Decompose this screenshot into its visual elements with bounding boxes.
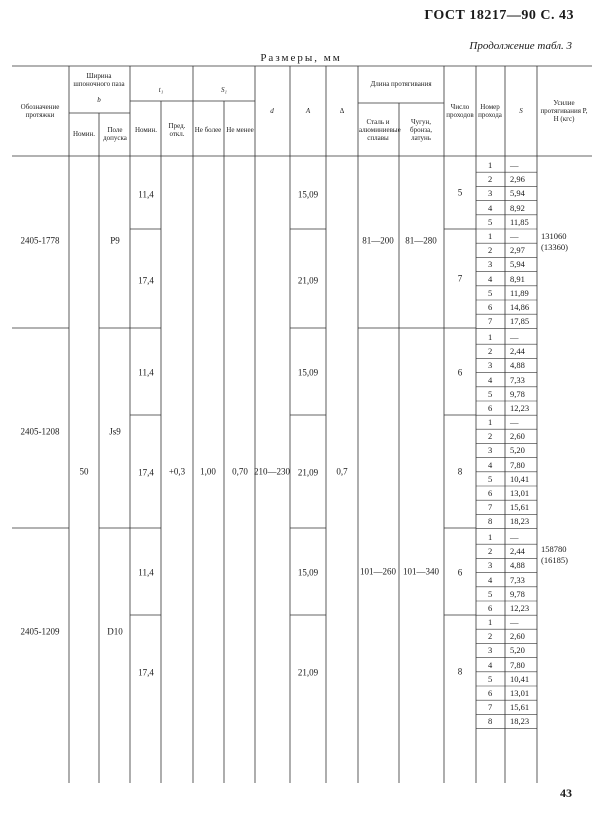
s-value: 2,97 — [510, 245, 525, 256]
s-value: — — [510, 160, 519, 170]
pass-number: 7 — [488, 502, 493, 513]
passes-2b: 8 — [457, 466, 463, 477]
pass-number: 1 — [488, 231, 493, 241]
s-value: 7,80 — [510, 659, 525, 670]
pass-number: 8 — [488, 516, 493, 527]
pass-number: 5 — [488, 287, 493, 298]
s-value: 13,01 — [510, 488, 530, 498]
t1-3b: 17,4 — [138, 667, 154, 678]
nominal-b: 50 — [79, 466, 89, 477]
s-value: — — [510, 417, 519, 427]
s-value: 9,78 — [510, 388, 525, 399]
pass-number: 2 — [488, 174, 493, 185]
pass-number: 2 — [488, 431, 493, 442]
passes-1b: 7 — [457, 273, 463, 284]
steel-len-1: 81—200 — [362, 235, 394, 246]
pass-number: 1 — [488, 617, 493, 627]
force-2-kgf: (16185) — [541, 555, 568, 565]
col-tolerance-field: Поле допуска — [103, 126, 127, 142]
pass-number: 7 — [488, 702, 493, 713]
pass-number: 3 — [488, 360, 493, 371]
pass-number: 3 — [488, 259, 493, 270]
a-2a: 15,09 — [297, 367, 319, 378]
designation-3: 2405-1209 — [20, 626, 60, 637]
pass-number: 4 — [488, 574, 493, 585]
designation-2: 2405-1208 — [20, 426, 60, 437]
pass-number: 5 — [488, 388, 493, 399]
col-d: d — [270, 107, 274, 115]
pass-number: 3 — [488, 188, 493, 199]
s-value: 12,23 — [510, 603, 530, 613]
s-value: — — [510, 617, 519, 627]
pass-number: 6 — [488, 302, 493, 312]
s-value: 15,61 — [510, 702, 530, 713]
col-t1-deviation: Пред. откл. — [168, 122, 186, 138]
col-pass-number: Номер прохода — [478, 103, 502, 119]
pass-number: 8 — [488, 716, 493, 727]
col-s1: S₁ — [221, 86, 227, 94]
col-t1-nominal: Номин. — [134, 126, 158, 134]
pass-number: 6 — [488, 688, 493, 698]
passes-1a: 5 — [457, 187, 463, 198]
a-3b: 21,09 — [297, 667, 319, 678]
t1-deviation: +0,3 — [168, 466, 186, 477]
force-1-kgf: (13360) — [541, 242, 568, 252]
pass-number: 3 — [488, 645, 493, 656]
s-value: 5,20 — [510, 645, 525, 656]
s-value: 11,85 — [510, 216, 529, 227]
col-steel: Сталь и алюминиевые сплавы — [359, 118, 401, 142]
pass-number: 2 — [488, 346, 493, 357]
sizes-title: Размеры, мм — [260, 52, 342, 64]
col-s1-max: Не более — [194, 126, 222, 134]
s-value: 14,86 — [510, 302, 530, 312]
s-value: 2,60 — [510, 631, 525, 642]
s-value: 9,78 — [510, 588, 525, 599]
pass-number: 5 — [488, 673, 493, 684]
s1-max-value: 1,00 — [200, 466, 216, 477]
pass-number: 7 — [488, 316, 493, 327]
s-value: 10,41 — [510, 673, 530, 684]
s-value: 15,61 — [510, 502, 530, 513]
col-nominal: Номин. — [72, 130, 96, 138]
tolerance-1: P9 — [110, 235, 120, 246]
s-value: 12,23 — [510, 403, 530, 413]
pass-number: 4 — [488, 273, 493, 284]
col-cast-iron: Чугун, бронза, латунь — [410, 118, 432, 142]
pass-number: 4 — [488, 659, 493, 670]
continuation-label: Продолжение табл. 3 — [469, 40, 572, 52]
pass-number: 6 — [488, 488, 493, 498]
col-designation: Обозначение протяжки — [20, 103, 60, 119]
s-value: 10,41 — [510, 473, 530, 484]
col-delta: Δ — [339, 107, 345, 115]
s-value: 8,91 — [510, 273, 525, 284]
a-3a: 15,09 — [297, 567, 319, 578]
passes-3b: 8 — [457, 666, 463, 677]
s-value: 2,44 — [510, 346, 525, 357]
col-b: b — [97, 96, 101, 104]
s-value: 2,96 — [510, 174, 525, 185]
s-value: 5,94 — [510, 259, 525, 270]
s-value: 11,89 — [510, 287, 529, 298]
s-value: 18,23 — [510, 516, 530, 527]
s-value: — — [510, 332, 519, 342]
pass-number: 1 — [488, 417, 493, 427]
s-value: 17,85 — [510, 316, 530, 327]
page-number: 43 — [560, 786, 572, 800]
col-length: Длина протягивания — [370, 80, 432, 88]
pass-number: 5 — [488, 216, 493, 227]
tolerance-3: D10 — [107, 626, 123, 637]
s-value: 8,92 — [510, 202, 525, 213]
d-range: 210—230 — [254, 466, 290, 477]
pass-number: 1 — [488, 332, 493, 342]
col-force: Усилие протягивания P, Н (кгс) — [540, 99, 588, 123]
tolerance-2: Js9 — [109, 426, 121, 437]
cast-len-shared: 101—340 — [403, 566, 439, 577]
pass-number: 6 — [488, 603, 493, 613]
t1-2a: 11,4 — [138, 367, 154, 378]
s-value: 7,80 — [510, 459, 525, 470]
t1-1b: 17,4 — [138, 275, 154, 286]
pass-number: 4 — [488, 374, 493, 385]
pass-number: 2 — [488, 546, 493, 557]
s-value: 5,94 — [510, 188, 525, 199]
s-value: 2,44 — [510, 546, 525, 557]
force-1-value: 131060 — [541, 231, 567, 241]
steel-len-shared: 101—260 — [360, 566, 396, 577]
pass-number: 3 — [488, 560, 493, 571]
s-value: — — [510, 532, 519, 542]
col-keyway-width: Ширина шпоночного паза — [73, 72, 125, 88]
pass-number: 3 — [488, 445, 493, 456]
s-value: 2,60 — [510, 431, 525, 442]
pass-number: 1 — [488, 160, 493, 170]
col-s: S — [519, 107, 523, 115]
s-value: 18,23 — [510, 716, 530, 727]
col-t1: t₁ — [158, 86, 164, 94]
passes-3a: 6 — [457, 567, 463, 578]
pass-number: 1 — [488, 532, 493, 542]
a-1b: 21,09 — [297, 275, 319, 286]
force-2-value: 158780 — [541, 544, 567, 554]
s-value: — — [510, 231, 519, 241]
gost-header: ГОСТ 18217—90 С. 43 — [424, 8, 574, 23]
t1-3a: 11,4 — [138, 567, 154, 578]
pass-number: 5 — [488, 473, 493, 484]
s-value: 5,20 — [510, 445, 525, 456]
passes-2a: 6 — [457, 367, 463, 378]
pass-number: 5 — [488, 588, 493, 599]
col-a: A — [305, 107, 311, 115]
pass-number: 2 — [488, 631, 493, 642]
pass-number: 4 — [488, 459, 493, 470]
delta-value: 0,7 — [336, 466, 348, 477]
s-value: 4,88 — [510, 360, 525, 371]
a-2b: 21,09 — [297, 467, 319, 478]
col-s1-min: Не менее — [226, 126, 254, 134]
designation-1: 2405-1778 — [20, 235, 60, 246]
t1-1a: 11,4 — [138, 189, 154, 200]
s1-min-value: 0,70 — [232, 466, 248, 477]
pass-number: 2 — [488, 245, 493, 256]
s-value: 7,33 — [510, 574, 525, 585]
col-passes: Число проходов — [446, 103, 474, 119]
s-value: 4,88 — [510, 560, 525, 571]
a-1a: 15,09 — [297, 189, 319, 200]
s-value: 13,01 — [510, 688, 530, 698]
pass-number: 4 — [488, 202, 493, 213]
t1-2b: 17,4 — [138, 467, 154, 478]
cast-len-1: 81—280 — [405, 235, 437, 246]
pass-number: 6 — [488, 403, 493, 413]
s-value: 7,33 — [510, 374, 525, 385]
